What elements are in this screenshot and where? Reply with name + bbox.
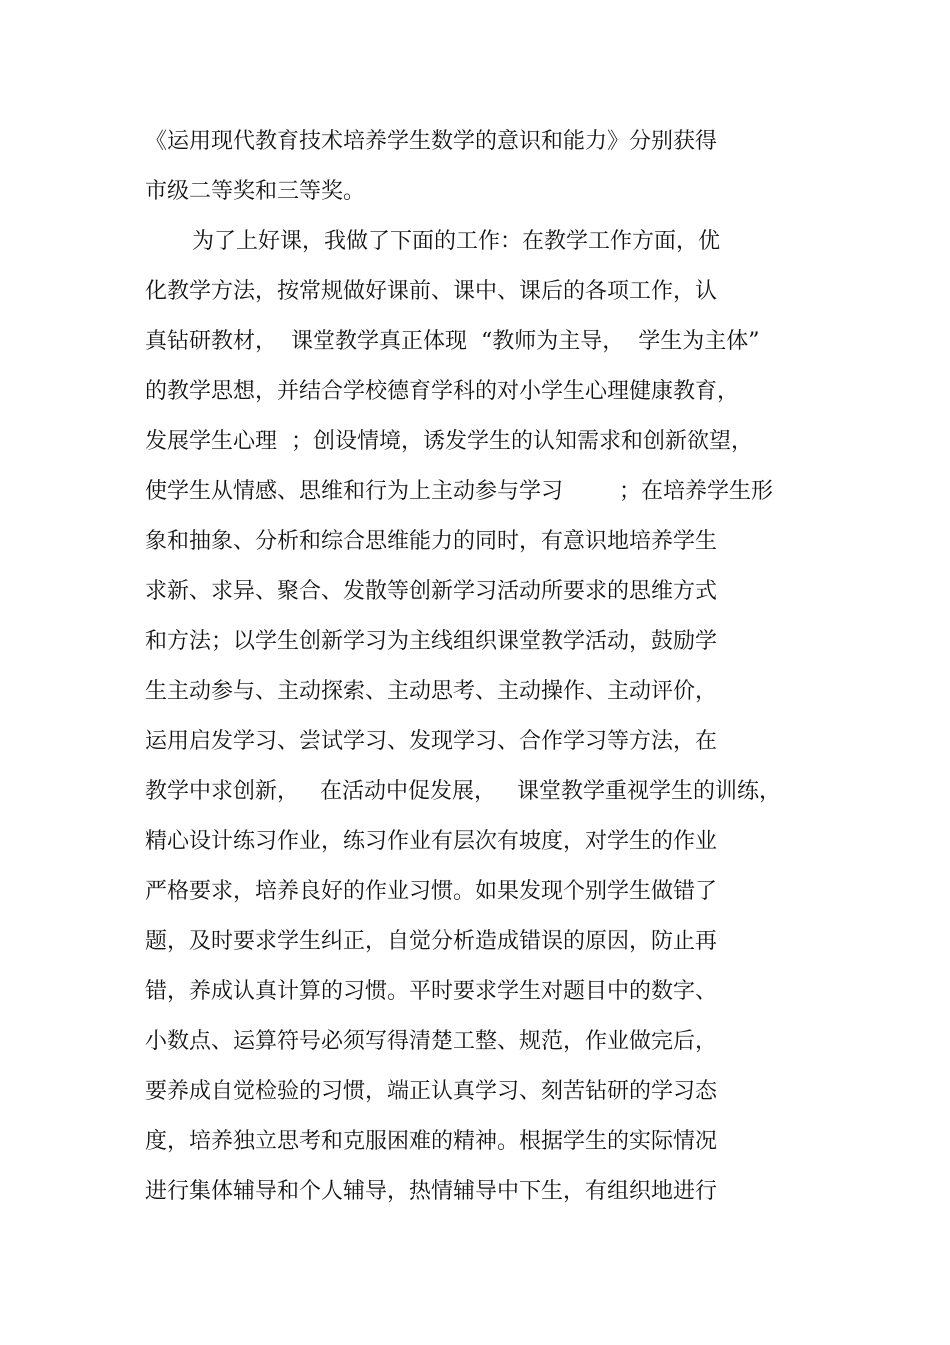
text-line-16: 严格要求，培养良好的作业习惯。如果发现个别学生做错了 xyxy=(145,879,718,904)
text-line-2: 市级二等奖和三等奖。 xyxy=(145,179,366,204)
text-line-5: 真钻研教材， 课堂教学真正体现 “教师为主导， 学生为主体” xyxy=(145,329,760,354)
text-line-22: 进行集体辅导和个人辅导，热情辅导中下生，有组织地进行 xyxy=(145,1179,718,1204)
text-line-10: 求新、求异、聚合、发散等创新学习活动所要求的思维方式 xyxy=(145,579,718,604)
text-line-9: 象和抽象、分析和综合思维能力的同时，有意识地培养学生 xyxy=(145,529,718,554)
text-line-3: 为了上好课，我做了下面的工作：在教学工作方面，优 xyxy=(192,229,721,254)
text-line-1: 《运用现代教育技术培养学生数学的意识和能力》分别获得 xyxy=(145,129,718,154)
text-line-8: 使学生从情感、思维和行为上主动参与学习 ；在培养学生形 xyxy=(145,479,773,504)
text-line-11: 和方法；以学生创新学习为主线组织课堂教学活动，鼓励学 xyxy=(145,629,718,654)
text-line-12: 生主动参与、主动探索、主动思考、主动操作、主动评价， xyxy=(145,679,718,704)
text-line-19: 小数点、运算符号必须写得清楚工整、规范，作业做完后， xyxy=(145,1029,718,1054)
text-line-18: 错，养成认真计算的习惯。平时要求学生对题目中的数字、 xyxy=(145,979,718,1004)
text-line-6: 的教学思想，并结合学校德育学科的对小学生心理健康教育， xyxy=(145,379,740,404)
text-line-20: 要养成自觉检验的习惯，端正认真学习、刻苦钻研的学习态 xyxy=(145,1079,718,1104)
text-line-14: 教学中求创新， 在活动中促发展， 课堂教学重视学生的训练， xyxy=(145,779,781,804)
text-line-15: 精心设计练习作业，练习作业有层次有坡度，对学生的作业 xyxy=(145,829,718,854)
text-line-21: 度，培养独立思考和克服困难的精神。根据学生的实际情况 xyxy=(145,1129,718,1154)
text-line-13: 运用启发学习、尝试学习、发现学习、合作学习等方法，在 xyxy=(145,729,718,754)
text-line-17: 题，及时要求学生纠正，自觉分析造成错误的原因，防止再 xyxy=(145,929,718,954)
text-line-7: 发展学生心理 ；创设情境，诱发学生的认知需求和创新欲望， xyxy=(145,429,753,454)
text-line-4: 化教学方法，按常规做好课前、课中、课后的各项工作，认 xyxy=(145,279,718,304)
